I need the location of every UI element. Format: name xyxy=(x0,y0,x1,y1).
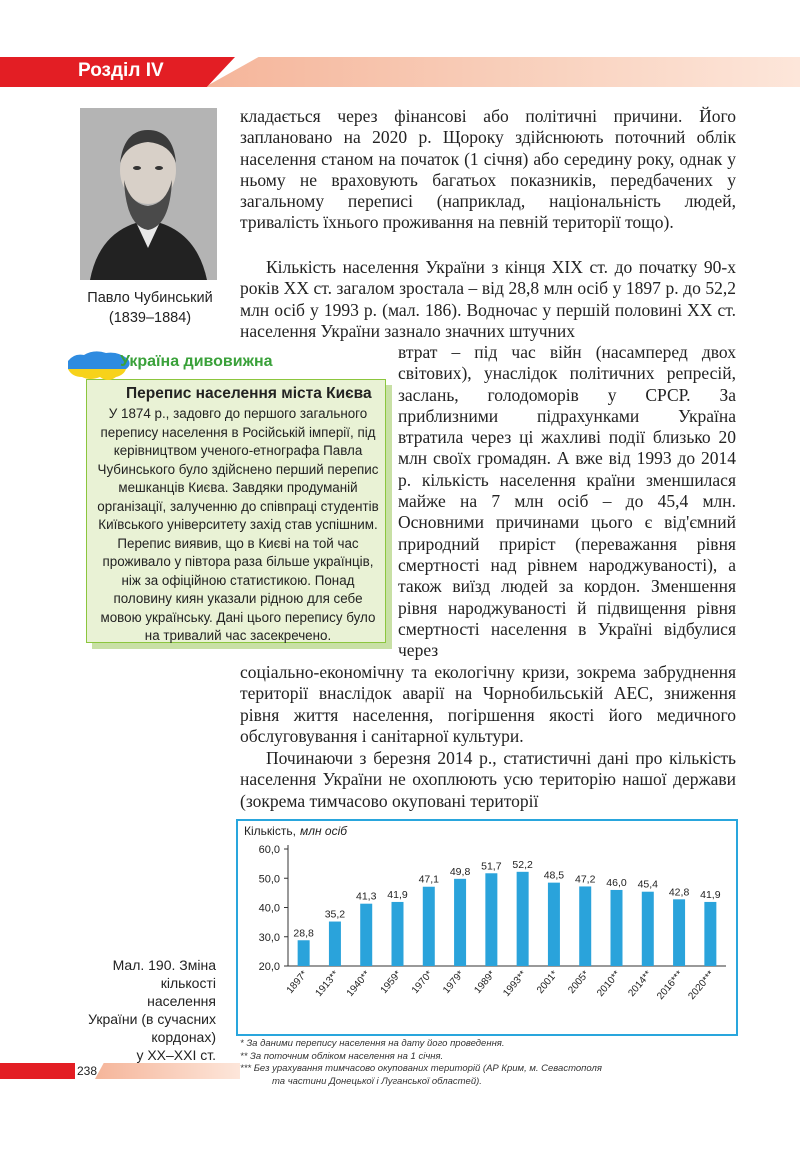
chart-x-tick-label: 1897* xyxy=(284,968,310,996)
figure-caption-line: кордонах) xyxy=(151,1029,216,1045)
chart-data-label: 42,8 xyxy=(668,886,690,899)
box-heading: Україна дивовижна xyxy=(120,353,273,370)
ukraine-amazing-box xyxy=(78,353,390,647)
chart-data-label: 51,7 xyxy=(481,860,502,873)
chart-x-tick-label: 1940** xyxy=(344,968,373,999)
portrait-name: Павло Чубинський xyxy=(87,290,213,306)
chart-data-label: 41,9 xyxy=(700,888,721,901)
chart-bar xyxy=(454,879,466,966)
figure-caption-line: Мал. 190. Зміна xyxy=(112,957,216,973)
chart-footnotes xyxy=(240,1038,602,1088)
chart-data-label: 41,3 xyxy=(355,890,377,903)
chart-bar xyxy=(517,872,529,966)
figure-caption-line: у XX–XXI ст. xyxy=(136,1047,216,1063)
body-paragraph-2b: втрат – під час війн (насамперед двох світових), унаслідок політичних репресій, заслань, голодоморів у СРСР. За приблизними підрахунками Україна втратила через ці жахливі події близько 20 млн своїх громадян. А вже від 1993 до 2014 р. кількість населення країни зменшилася майже на 7 млн осіб – до 45,4 млн. Основними причинами цього є від'ємний природний приріст (переважання рівня смертності над рівнем народжуваності), а також виїзд людей за кордон. Зменшення рівня народжуваності й підвищення рівня смертності населення в Україні відбулися через xyxy=(398,342,736,661)
chart-x-tick-label: 1970* xyxy=(409,968,436,996)
footnote: * За даними перепису населення на дату його проведення. xyxy=(240,1038,505,1049)
chart-bar xyxy=(329,922,341,966)
chart-ylabel: Кількість, xyxy=(244,824,296,838)
chart-bar xyxy=(423,887,435,966)
chart-data-label: 47,2 xyxy=(574,873,596,886)
footer-stripe xyxy=(95,1063,240,1079)
box-title: Перепис населення міста Києва xyxy=(126,385,372,402)
chart-x-tick-label: 1959* xyxy=(378,968,404,996)
chart-bar xyxy=(485,873,497,966)
chart-y-tick-label: 50,0 xyxy=(258,873,280,886)
chart-x-tick-label: 1993** xyxy=(501,968,529,999)
chart-y-tick-label: 40,0 xyxy=(258,902,280,915)
figure-caption xyxy=(88,956,216,1064)
chart-x-tick-label: 1989* xyxy=(472,968,498,996)
chart-svg xyxy=(238,821,736,1034)
population-chart xyxy=(236,819,738,1036)
chart-data-label: 35,2 xyxy=(324,908,346,921)
chart-data-label: 45,4 xyxy=(637,878,659,891)
section-banner xyxy=(0,57,800,87)
body-paragraph-2a: Кількість населення України з кінця XIX ст. до початку 90-х років XX ст. загалом зростала – від 28,8 млн осіб у 1897 р. до 52,2 млн осіб у 1993 р. (мал. 186). Водночас у першій половині XX ст. населення України зазнало значних штучних xyxy=(240,257,736,341)
chart-x-tick-label: 2016*** xyxy=(655,968,686,1002)
footnote: *** Без урахування тимчасово окупованих територій (АР Крим, м. Севастополя xyxy=(240,1063,602,1074)
footnote: та частини Донецької і Луганської областей). xyxy=(272,1075,482,1087)
portrait-caption xyxy=(70,288,230,328)
figure-caption-line: України (в сучасних xyxy=(88,1011,216,1027)
chart-bar xyxy=(611,890,623,966)
chart-bar xyxy=(298,940,310,966)
body-paragraph-2c: соціально-економічну та екологічну кризи, зокрема забруднення території внаслідок аварії на Чорнобильській АЕС, зниження рівня життя населення, погіршення якості його медичного обслуговування і санітарної культури. xyxy=(240,662,736,746)
figure-caption-line: кількості населення xyxy=(147,975,216,1009)
portrait-photo xyxy=(80,108,217,280)
chart-y-tick-label: 60,0 xyxy=(258,844,280,856)
chart-bar xyxy=(642,892,654,966)
chart-x-tick-label: 1979* xyxy=(441,968,467,996)
body-paragraph-3: Починаючи з березня 2014 р., статистичні дані про кількість населення України не охоплюють усю територію нашої держави (зокрема тимчасово окуповані території xyxy=(240,748,736,811)
banner-stripe xyxy=(205,57,800,87)
chart-x-tick-label: 2001* xyxy=(534,968,561,996)
chart-data-label: 28,8 xyxy=(293,927,314,940)
chart-data-label: 52,2 xyxy=(512,858,533,871)
box-text: У 1874 р., задовго до першого загального перепису населення в Російській імперії, під керівництвом ученого-етнографа Павла Чубинського було здійснено перший перепис мешканців Києва. Завдяки продуманій організації, залученню до співпраці студентів Київського університету захід став успішним. Перепис виявив, що в Києві на той час проживало у півтора раза більше українців, ніж за офіційною статистикою. Понад половину киян указали рідною для себе мовою українську. Дані цього перепису було на тривалий час засекречено. xyxy=(97,406,379,643)
chart-x-tick-label: 2005* xyxy=(566,968,592,996)
chart-x-tick-label: 1913** xyxy=(313,968,342,999)
page-number: 238 xyxy=(77,1064,98,1078)
chart-data-label: 46,0 xyxy=(606,876,627,889)
body-paragraph-1: кладається через фінансові або політичні причини. Його заплановано на 2020 р. Щороку здійснюють поточний облік населення станом на початок (1 січня) або середину року, однак у ньому не враховують багатьох показників, передбачених у загальному переписі (наприклад, національність людей, тривалість їхнього проживання на певній території тощо). xyxy=(240,106,736,233)
chart-data-label: 47,1 xyxy=(418,873,440,886)
chart-bar xyxy=(360,904,372,966)
chart-ylabel-unit: млн осіб xyxy=(300,824,348,838)
chart-x-tick-label: 2014** xyxy=(626,968,655,999)
section-label: Розділ IV xyxy=(78,60,164,81)
chart-y-tick-label: 30,0 xyxy=(258,931,280,944)
chart-y-tick-label: 20,0 xyxy=(258,961,280,973)
footer-red-bar xyxy=(0,1063,75,1079)
chart-data-label: 49,8 xyxy=(449,865,471,878)
chart-x-tick-label: 2020*** xyxy=(686,968,717,1002)
chart-bar xyxy=(579,886,591,966)
chart-x-tick-label: 2010** xyxy=(595,968,623,999)
chart-bar xyxy=(704,902,716,966)
chart-bar xyxy=(673,899,685,966)
chart-data-label: 48,5 xyxy=(543,869,565,882)
chart-data-label: 41,9 xyxy=(387,888,408,901)
footnote: ** За поточним обліком населення на 1 січня. xyxy=(240,1050,444,1062)
portrait-years: (1839–1884) xyxy=(108,310,192,326)
chart-bar xyxy=(548,883,560,966)
chart-bar xyxy=(392,902,404,966)
portrait-illustration xyxy=(80,108,217,280)
